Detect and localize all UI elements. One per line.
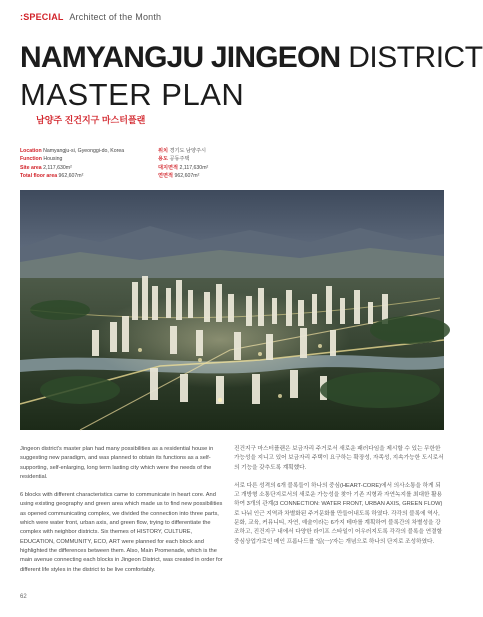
aerial-rendering-image <box>20 190 444 430</box>
info-row-location <box>20 147 124 155</box>
info-row-site-area <box>20 164 124 172</box>
page-number: 62 <box>20 594 27 600</box>
info-row-function-kr <box>158 155 208 163</box>
body-text-english <box>20 445 228 584</box>
info-label: 위치 <box>158 148 169 154</box>
project-info-korean <box>158 147 208 181</box>
info-label: Site area <box>20 164 42 171</box>
paragraph: Jingeon district's master plan had many possibilities as a residential house in suggesting new paradigm, and was planned to obtain its functions as a self-supporting, self-enlarging, long term lasting city which were the needs of the residential. <box>20 446 214 480</box>
info-label: 연면적 <box>158 173 174 180</box>
info-row-site-area-kr <box>158 164 208 172</box>
info-label: 용도 <box>158 156 169 163</box>
info-row-location-kr <box>158 147 208 155</box>
info-row-floor-area-kr <box>158 172 208 180</box>
korean-title: 남양주 진건지구 마스터플랜 <box>36 115 146 125</box>
paragraph: 6 blocks with different characteristics came to communicate in heart core. And using existing geography and green area which made us to find new possibilities as opened communicating complex, we divided the connection into three parts, which were water front, urban axis, and green flow, trying to differentiate the complex with neighbor districts. Six themes of HISTORY, CULTURE, EDUCATION, COMMUNITY, ECO, ART were planned for each block and highlighted the differences between them. Also, Main Promenade, which is the main avenue connecting each blocks in Jingeon District, was created in order for different life styles in the district to be live comfortably. <box>20 492 223 573</box>
info-label: Function <box>20 156 42 163</box>
page-title-line1 <box>20 42 483 74</box>
info-value: 2,117,630m² <box>179 164 209 171</box>
info-row-floor-area <box>20 172 124 180</box>
info-value: Housing <box>43 156 63 163</box>
project-info-english <box>20 147 124 181</box>
info-label: 대지면적 <box>158 164 179 171</box>
info-value: 공동주택 <box>169 156 190 163</box>
title-bold-part: NAMYANGJU JINGEON <box>20 41 341 74</box>
paragraph: 서로 다른 성격의 6개 블록들이 하나의 중심(HEART-CORE)에서 의사소통을 하게 되고 개방형 소통단지로서의 새로운 가능성을 찾아 기존 지형과 자연녹지를 최대한 활용하여 3개의 관계(3 CONNECTION: WATER FRONT, URBAN AXIS, GREEN FLOW)로 나눠 인근 지역과 차별화된 주거문화를 만들어내도록 하였다. 각각의 블록에 역사, 문화, 교육, 커뮤니티, 자연, 예술이라는 6가지 테마를 계획하여 블록간의 차별성을 강조하고, 진건지구 내에서 다양한 라이프 스타일이 어우러지도록 각각의 블록을 연결할 중심상업가로인 메인 프롬나드를 '일(一)'자는 개념으로 하나의 단지로 조성하였다. <box>234 482 443 545</box>
page-title-line2: MASTER PLAN <box>20 77 245 112</box>
section-label: :SPECIAL <box>20 12 64 22</box>
title-light-part: DISTRICT <box>348 41 483 74</box>
section-subtitle: Architect of the Month <box>69 12 162 22</box>
info-label: Total floor area <box>20 173 58 180</box>
section-header <box>20 12 161 22</box>
info-value: 962,607m² <box>58 173 84 180</box>
info-label: Location <box>20 148 42 154</box>
paragraph: 진건지구 마스터플랜은 보금자리 주거로서 새로운 패러다임을 제시할 수 있는 무한한 가능성을 지니고 있어 보금자리 주택이 요구하는 확장성, 자족성, 지속가능한 도시로서의 기능을 갖추도록 계획했다. <box>234 446 444 471</box>
info-value: 경기도 남양주시 <box>169 148 207 154</box>
body-text-korean <box>234 445 444 556</box>
info-row-function <box>20 155 124 163</box>
info-value: 962,607m² <box>174 173 200 180</box>
info-value: Namyangju-si, Gyeonggi-do, Korea <box>43 148 125 154</box>
info-value: 2,117,630m² <box>43 164 72 171</box>
